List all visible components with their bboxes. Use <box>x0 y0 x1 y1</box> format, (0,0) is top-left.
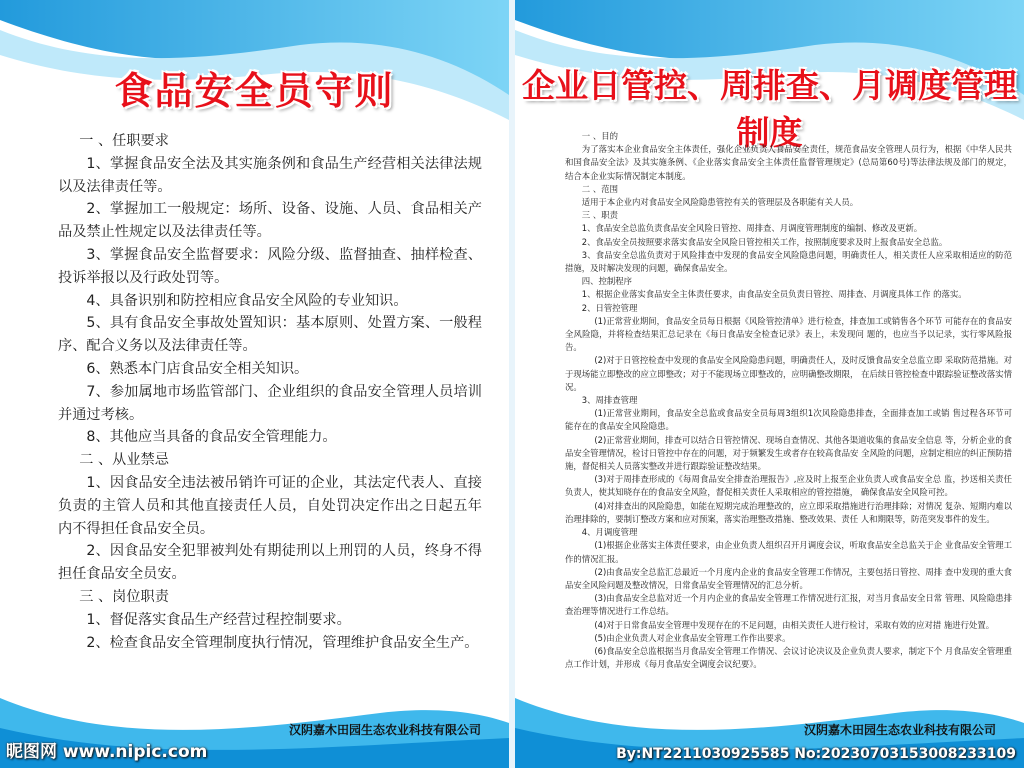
rule-item: 1、督促落实食品生产经营过程控制要求。 <box>86 611 351 628</box>
regulation-paragraph: (2)由食品安全总监汇总最近一个月度内企业的食品安全管理工作情况，主要包括日管控、周排 查中发现的重大食品安全风险问题及整改情况，日常食品安全管理情况的汇总分析。 <box>565 566 1012 590</box>
left-poster <box>0 0 509 768</box>
regulation-paragraph: (1)正常营业期间，食品安全总监或食品安全员每周3组织1次风险隐患排查，全面排查加工或销 售过程各环节可能存在的食品安全风险隐患。 <box>565 408 1012 432</box>
watermark-site: 昵图网 www.nipic.com <box>6 742 208 762</box>
right-poster <box>515 0 1024 768</box>
regulation-paragraph: (2)正常营业期间，排查可以结合日管控情况、现场自查情况、其他各渠道收集的食品安全信息 等，分析企业的食品安全管理情况，检讨日管控中存在的问题，对于频繁发生或者存在较高食品安 全风险的问题，应制定相应的纠正预防措施，督促相关人员落实整改并进行跟踪验证整改结果。 <box>565 434 1012 472</box>
rule-item: 6、熟悉本门店食品安全相关知识。 <box>86 360 309 377</box>
regulation-paragraph: 三 、职责 <box>581 210 618 221</box>
regulation-paragraph: (3)由食品安全总监对近一个月内企业的食品安全管理工作情况进行汇报，对当月食品安全日常 管理、风险隐患排查治理等情况进行工作总结。 <box>565 593 1012 617</box>
regulation-paragraph: (3)对于周排查形成的《每周食品安全排查治理报告》,应及时上报至企业负责人或食品安全总 监，抄送相关责任负责人，使其知晓存在的食品安全风险，督促相关责任人采取相应的管控措施， 确保食品安全风险可控。 <box>565 474 1012 498</box>
rule-item: 5、具有食品安全事故处置知识：基本原则、处置方案、一般程序、配合义务以及法律责任等。 <box>58 315 482 355</box>
poster-title: 食品安全员守则 <box>114 69 395 113</box>
rules-body <box>58 130 482 654</box>
regulation-paragraph: 适用于本企业内对食品安全风险隐患管控有关的管理层及各职能有关人员。 <box>581 197 859 208</box>
watermark-id: By:NT2211030925585 No:20230703153008233109 <box>616 746 1016 762</box>
rule-item: 8、其他应当具备的食品安全管理能力。 <box>86 429 337 446</box>
regulation-paragraph: 四、控制程序 <box>581 276 633 287</box>
rule-item: 2、检查食品安全管理制度执行情况，管理维护食品安全生产。 <box>86 634 479 651</box>
regulation-paragraph: (6)食品安全总监根据当月食品安全管理工作情况、会议讨论决议及企业负责人要求，制定下个 月食品安全管理重点工作计划，并形成《每月食品安全调度会议纪要》。 <box>565 645 1012 670</box>
regulation-paragraph: 2、日管控管理 <box>581 302 638 313</box>
regulation-paragraph: (1)正常营业期间，食品安全员每日根据《风险管控清单》进行检查，排查加工或销售各个环节 可能存在的食品安全风险隐，并将检查结果汇总记录在《每日食品安全检查记录》表上，未发现问 题的，也应当予以记录，实行零风险报告。 <box>565 315 1012 353</box>
section-heading: 一 、任职要求 <box>79 133 169 149</box>
rule-item: 2、因食品安全犯罪被判处有期徒刑以上刑罚的人员，终身不得担任食品安全员安。 <box>58 543 482 583</box>
regulation-paragraph: 3、食品安全总监负责对于风险排查中发现的食品安全风险隐患问题，明确责任人，相关责任人应采取相适应的防范措施，及时解决发现的问题，确保食品安全。 <box>565 249 1012 274</box>
regulation-paragraph: 3、周排查管理 <box>581 395 638 406</box>
regulation-paragraph: (1)根据企业落实主体责任要求，由企业负责人组织召开月调度会议，听取食品安全总监关于企 业食品安全管理工作的情况汇报。 <box>565 540 1012 564</box>
regulation-body <box>565 130 1012 671</box>
section-heading: 二 、从业禁忌 <box>79 452 169 469</box>
company-name: 汉阴嘉木田园生态农业科技有限公司 <box>803 723 996 737</box>
regulation-paragraph: 一 、目的 <box>581 131 618 141</box>
regulation-paragraph: (4)对排查出的风险隐患，如能在短期完成治理整改的，应立即采取措施进行治理排除；对情况 复杂、短期内难以治理排除的，要制订整改方案和应对预案，落实治理整改措施、整改效果、责任 人和期限等，防范突发事件的发生。 <box>565 500 1012 524</box>
poster-title: 企业日管控、周排查、月调度管理制度 <box>522 66 1017 152</box>
regulation-paragraph: 2、食品安全员按照要求落实食品安全风险日管控相关工作，按照制度要求及时上报食品安全总监。 <box>581 236 948 247</box>
regulation-paragraph: (2)对于日管控检查中发现的食品安全风险隐患问题，明确责任人，及时反馈食品安全总监立即 采取防范措施。对于现场能立即整改的应立即整改；对于不能现场立即整改的，应明确整改期限， 在后续日管控检查中跟踪验证整改落实情况。 <box>565 355 1012 392</box>
rule-item: 7、参加属地市场监管部门、企业组织的食品安全管理人员培训并通过考核。 <box>58 383 482 423</box>
rule-item: 3、掌握食品安全监督要求：风险分级、监督抽查、抽样检查、投诉举报以及行政处罚等。 <box>58 246 482 286</box>
regulation-paragraph: 为了落实本企业食品安全主体责任，强化企业负责人食品安全责任，规范食品安全管理人员行为，根据《中华人民共和国食品安全法》及其实施条例、《企业落实食品安全主体责任监督管理规定》(总局第60号)等法律法规及部门的规定，结合本企业实际情况制定本制度。 <box>565 144 1012 181</box>
regulation-paragraph: 1、根据企业落实食品安全主体责任要求，由食品安全员负责日管控、周排查、月调度具体工作 的落实。 <box>581 289 967 300</box>
regulation-paragraph: (4)对于日常食品安全管理中发现存在的不足问题，由相关责任人进行检讨，采取有效的应对措 施进行处置。 <box>594 619 995 630</box>
rule-item: 2、掌握加工一般规定：场所、设备、设施、人员、食品相关产品及禁止性规定以及法律责任等。 <box>58 201 482 241</box>
section-heading: 三 、岗位职责 <box>79 588 169 605</box>
regulation-paragraph: 二 、范围 <box>581 183 618 194</box>
rule-item: 4、具备识别和防控相应食品安全风险的专业知识。 <box>86 292 408 309</box>
rule-item: 1、因食品安全违法被吊销许可证的企业，其法定代表人、直接负责的主管人员和其他直接责任人员，自处罚决定作出之日起五年内不得担任食品安全员。 <box>58 474 482 537</box>
company-name: 汉阴嘉木田园生态农业科技有限公司 <box>288 723 481 737</box>
regulation-paragraph: 4、月调度管理 <box>581 527 638 538</box>
regulation-paragraph: 1、食品安全总监负责食品安全风险日管控、周排查、月调度管理制度的编制、修改及更新。 <box>581 223 923 234</box>
rule-item: 1、掌握食品安全法及其实施条例和食品生产经营相关法律法规以及法律责任等。 <box>58 155 482 195</box>
regulation-paragraph: (5)由企业负责人对企业食品安全管理工作作出要求。 <box>594 632 791 643</box>
